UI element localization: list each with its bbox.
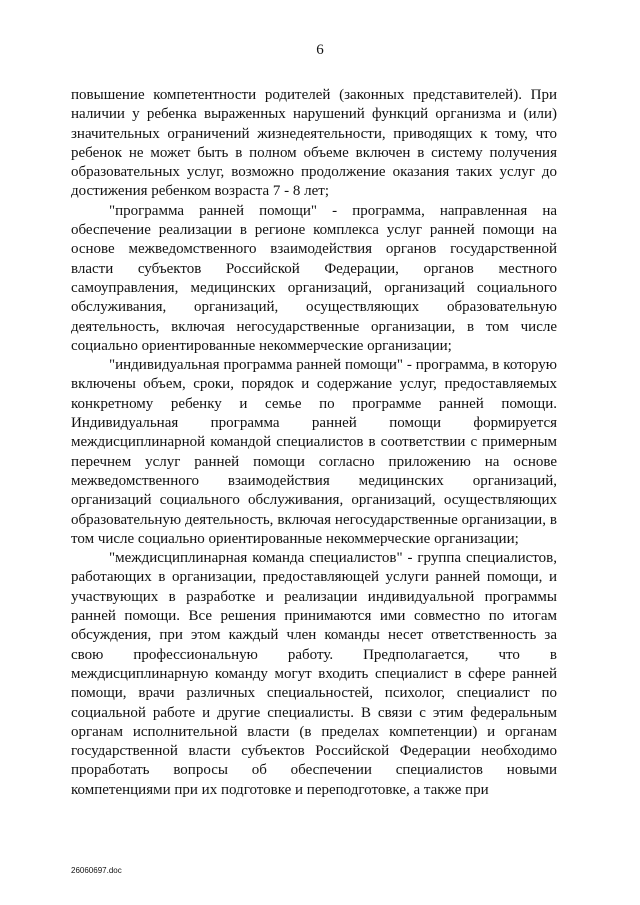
paragraph-early-help-program: "программа ранней помощи" - программа, направленная на обеспечение реализации в регионе комплекса услуг ранней помощи на основе межведомственного взаимодействия органов государственной власти субъектов Российской Федерации, органов местного самоуправления, медицинских организаций, организаций социального обслуживания, организаций, осуществляющих образовательную деятельность, включая негосударственные организации, в том числе социально ориентированные некоммерческие организации; [71, 202, 557, 354]
document-body [71, 86, 557, 800]
footer-filename: 26060697.doc [71, 866, 122, 875]
page-number: 6 [316, 42, 324, 58]
paragraph-interdisciplinary-team: "междисциплинарная команда специалистов" - группа специалистов, работающих в организации, предоставляющей услуги ранней помощи, и участвующих в разработке и реализации индивидуальной программы ранней помощи. Все решения принимаются ими совместно по итогам обсуждения, при этом каждый член команды несет ответственность за свою профессиональную работу. Предполагается, что в междисциплинарную команду могут входить специалист в сфере ранней помощи, врачи различных специальностей, психолог, специалист по социальной работе и другие специалисты. В связи с этим федеральным органам исполнительной власти (в пределах компетенции) и органам государственной власти субъектов Российской Федерации необходимо проработать вопросы об обеспечении специалистов новыми компетенциями при их подготовке и переподготовке, а также при [71, 550, 557, 798]
paragraph-continuation: повышение компетентности родителей (законных представителей). При наличии у ребенка выраженных нарушений функций организма и (или) значительных ограничений жизнедеятельности, приводящих к тому, что ребенок не может быть в полном объеме включен в систему получения образовательных услуг, возможно продолжение оказания таких услуг до достижения ребенком возраста 7 - 8 лет; [71, 87, 557, 200]
paragraph-individual-program: "индивидуальная программа ранней помощи" - программа, в которую включены объем, сроки, порядок и содержание услуг, предоставляемых конкретному ребенку и семье по программе ранней помощи. Индивидуальная программа ранней помощи формируется междисциплинарной командой специалистов в соответствии с примерным перечнем услуг ранней помощи согласно приложению на основе межведомственного взаимодействия медицинских организаций, организаций социального обслуживания, организаций, осуществляющих образовательную деятельность, включая негосударственные организации, в том числе социально ориентированные некоммерческие организации; [71, 357, 557, 547]
